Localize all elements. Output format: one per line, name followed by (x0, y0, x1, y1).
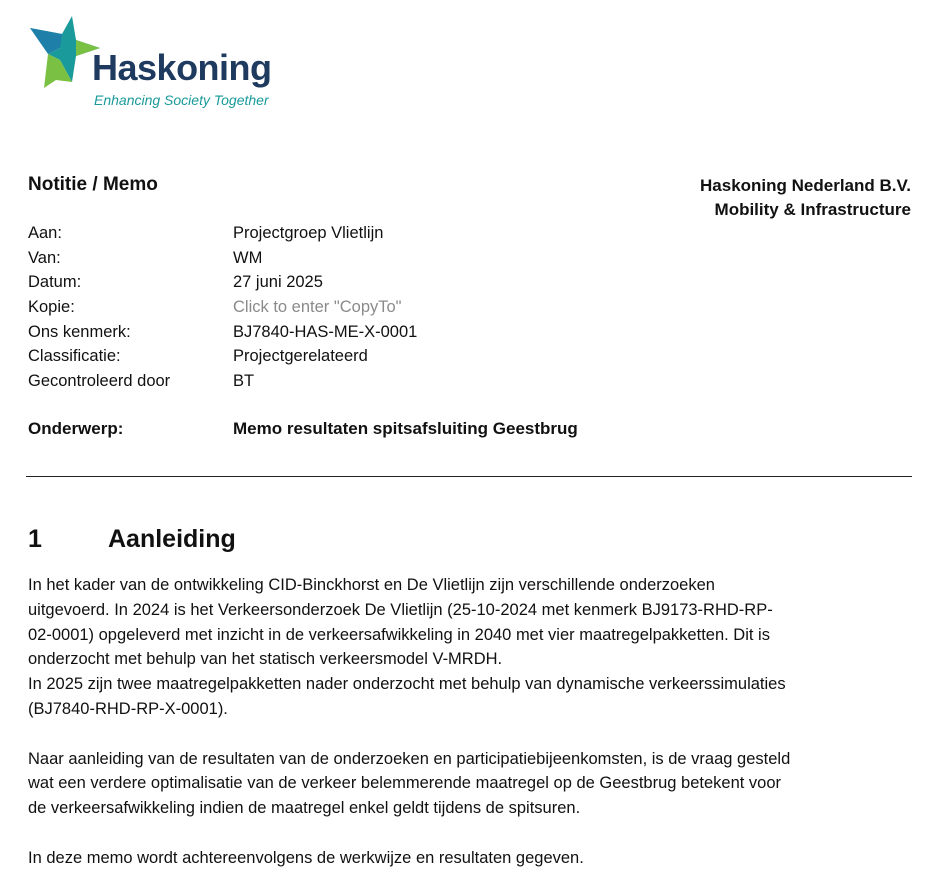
text-line: In deze memo wordt achtereenvolgens de werkwijze en resultaten gegeven. (28, 848, 584, 867)
paragraph (28, 846, 918, 871)
meta-value: WM (233, 248, 263, 267)
text-line: wat een verdere optimalisatie van de verkeer belemmerende maatregel op de Geestbrug betekent voor (28, 774, 782, 793)
text-line: In 2025 zijn twee maatregelpakketten nader onderzocht met behulp van dynamische verkeerssimulaties (28, 675, 786, 694)
logo-wordmark: Haskoning (92, 47, 272, 88)
meta-value: BJ7840-HAS-ME-X-0001 (233, 322, 418, 341)
meta-label: Gecontroleerd door (28, 372, 171, 391)
meta-label: Ons kenmerk: (28, 322, 131, 341)
meta-label: Van: (28, 248, 61, 267)
logo-tagline: Enhancing Society Together (94, 92, 269, 108)
paragraph (28, 747, 918, 821)
meta-label: Classificatie: (28, 347, 121, 366)
body-text (28, 573, 918, 871)
section-heading: Aanleiding (108, 525, 236, 553)
meta-label: Aan: (28, 224, 62, 242)
subject-label: Onderwerp: (28, 419, 124, 438)
company-division: Mobility & Infrastructure (714, 200, 911, 219)
meta-value: Projectgroep Vlietlijn (233, 224, 384, 242)
text-line: Naar aanleiding van de resultaten van de onderzoeken en participatiebijeenkomsten, is de vraag gesteld (28, 749, 791, 768)
subject-value: Memo resultaten spitsafsluiting Geestbrug (233, 419, 578, 438)
meta-label: Datum: (28, 273, 82, 292)
header-divider (26, 476, 912, 477)
text-line: onderzocht met behulp van het statisch verkeersmodel V-MRDH. (28, 650, 503, 669)
text-line: 02-0001) opgeleverd met inzicht in de verkeersafwikkeling in 2040 met vier maatregelpakketten. Dit is (28, 625, 770, 644)
company-block (700, 174, 911, 222)
text-line: de verkeersafwikkeling indien de maatregel enkel geldt tijdens de spitsuren. (28, 799, 581, 818)
company-logo (26, 14, 286, 114)
company-name: Haskoning Nederland B.V. (700, 176, 911, 195)
memo-title: Notitie / Memo (28, 174, 158, 195)
section-number: 1 (28, 525, 42, 553)
meta-label: Kopie: (28, 298, 75, 317)
meta-value: BT (233, 372, 255, 391)
text-line: uitgevoerd. In 2024 is het Verkeersonderzoek De Vlietlijn (25-10-2024 met kenmerk BJ9173-RHD-RP- (28, 600, 773, 619)
meta-value: 27 juni 2025 (233, 273, 323, 292)
meta-value: Projectgerelateerd (233, 347, 368, 366)
paragraph (28, 573, 918, 722)
copyto-placeholder-field[interactable]: Click to enter "CopyTo" (233, 298, 402, 317)
text-line: In het kader van de ontwikkeling CID-Binckhorst en De Vlietlijn zijn verschillende onderzoeken (28, 576, 715, 594)
text-line: (BJ7840-RHD-RP-X-0001). (28, 699, 228, 718)
